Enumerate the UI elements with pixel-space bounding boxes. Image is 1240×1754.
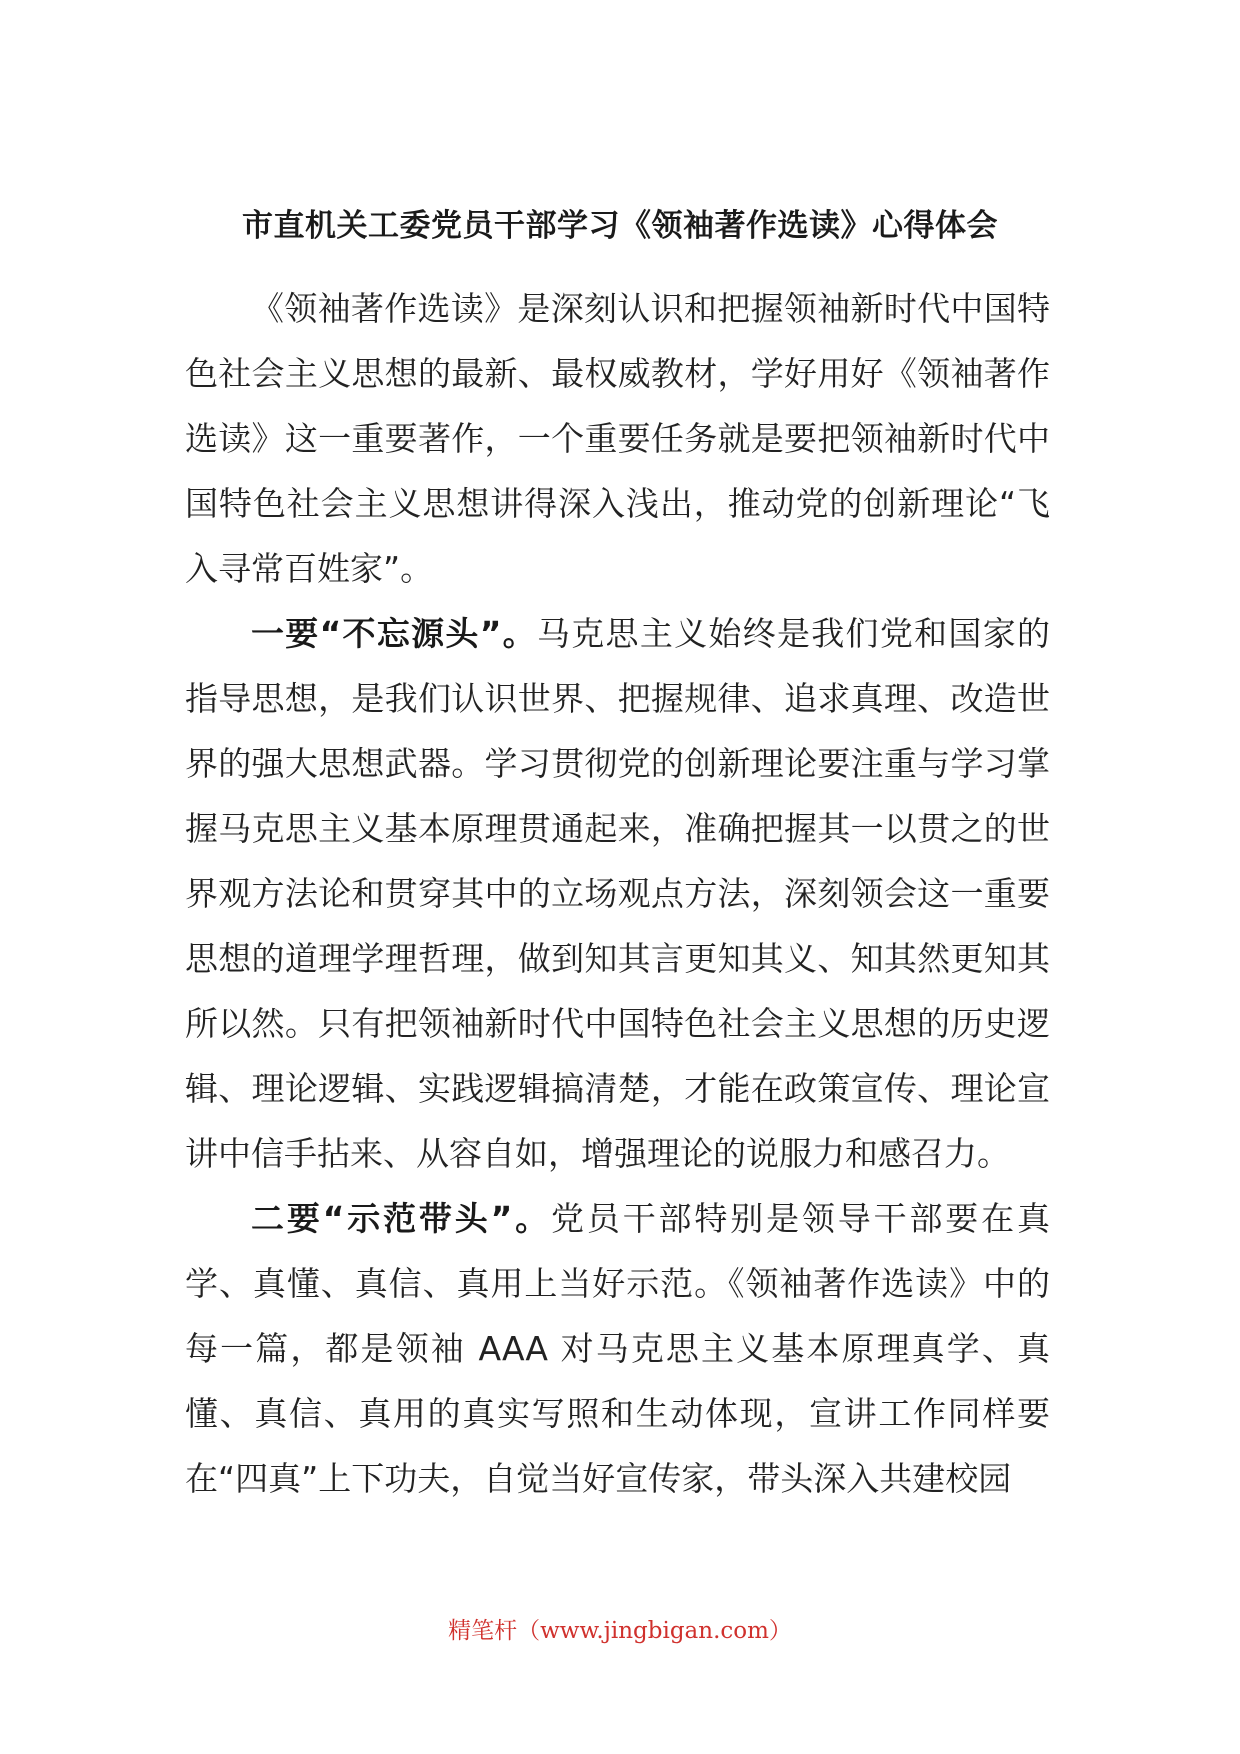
section-1-paragraph	[185, 601, 1050, 1186]
section-2-paragraph	[185, 1186, 1050, 1511]
section-1-lead: 一要“不忘源头”。	[251, 614, 537, 653]
document-body	[185, 276, 1050, 1511]
intro-paragraph: 《领袖著作选读》是深刻认识和把握领袖新时代中国特色社会主义思想的最新、最权威教材，学好用好《领袖著作选读》这一重要著作，一个重要任务就是要把领袖新时代中国特色社会主义思想讲得深入浅出，推动党的创新理论“飞入寻常百姓家”。	[185, 289, 1050, 588]
section-1-text: 马克思主义始终是我们党和国家的指导思想，是我们认识世界、把握规律、追求真理、改造世界的强大思想武器。学习贯彻党的创新理论要注重与学习掌握马克思主义基本原理贯通起来，准确把握其一以贯之的世界观方法论和贯穿其中的立场观点方法，深刻领会这一重要思想的道理学理哲理，做到知其言更知其义、知其然更知其所以然。只有把领袖新时代中国特色社会主义思想的历史逻辑、理论逻辑、实践逻辑搞清楚，才能在政策宣传、理论宣讲中信手拈来、从容自如，增强理论的说服力和感召力。	[185, 614, 1050, 1173]
section-2-text: 党员干部特别是领导干部要在真学、真懂、真信、真用上当好示范。《领袖著作选读》中的每一篇，都是领袖 AAA 对马克思主义基本原理真学、真懂、真信、真用的真实写照和生动体现，宣讲工作同样要在“四真”上下功夫，自觉当好宣传家，带头深入共建校园	[185, 1199, 1050, 1498]
footer-watermark[interactable]: 精笔杆（www.jingbigan.com）	[448, 1618, 792, 1644]
section-2-lead: 二要“示范带头”。	[251, 1199, 551, 1238]
document-title: 市直机关工委党员干部学习《领袖著作选读》心得体会	[242, 208, 998, 244]
